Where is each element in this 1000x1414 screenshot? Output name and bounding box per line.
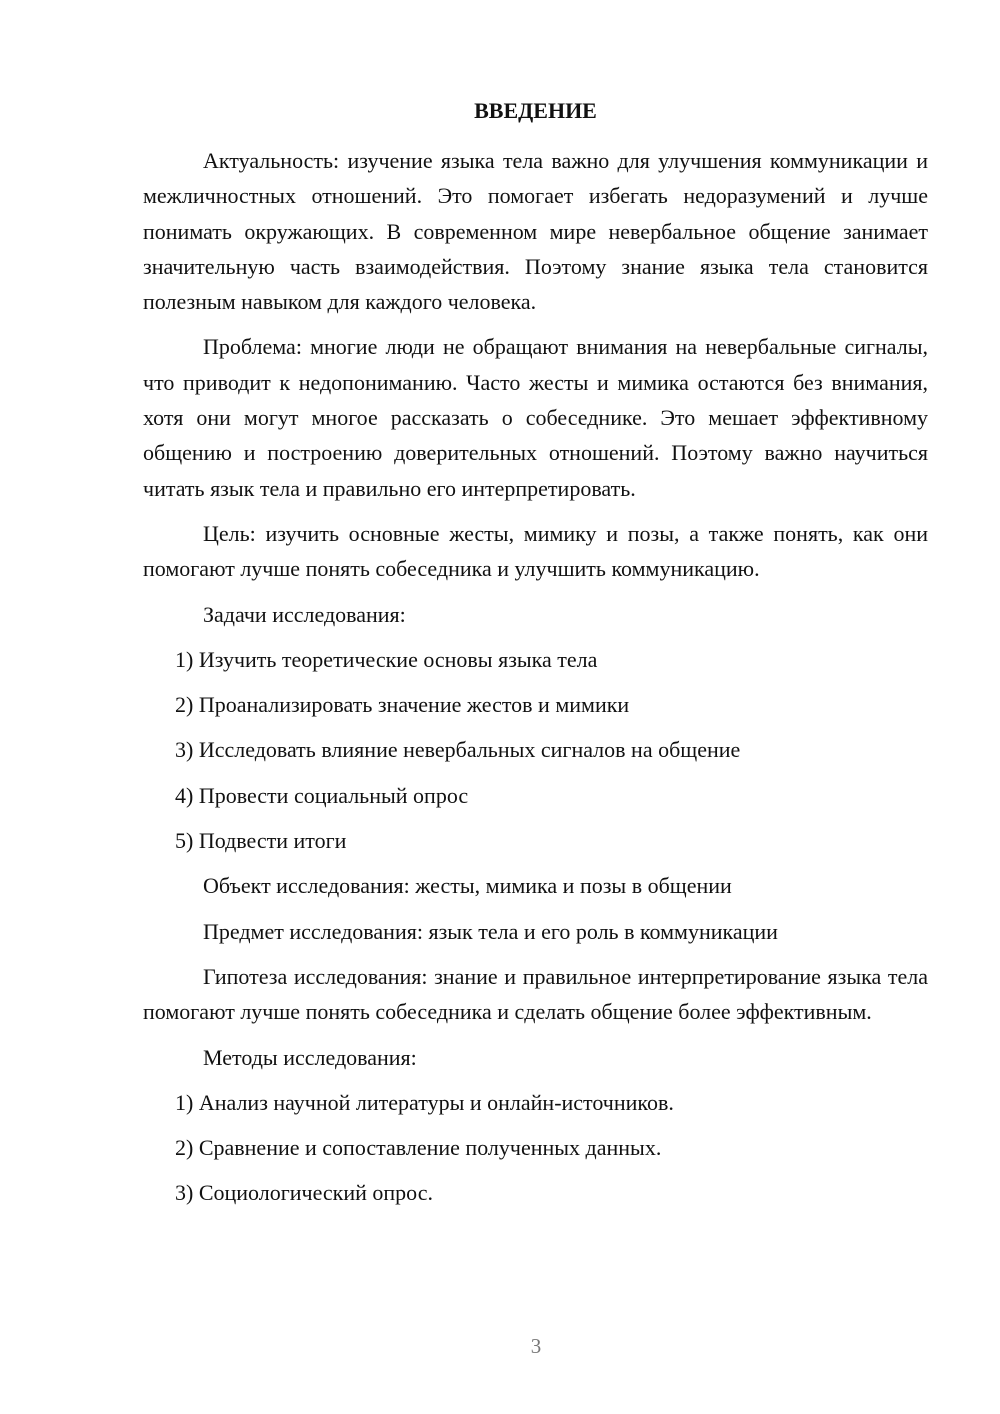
methods-heading: Методы исследования:	[203, 1044, 417, 1070]
object-paragraph: Объект исследования: жесты, мимика и позы в общении	[203, 873, 732, 899]
method-item: 1) Анализ научной литературы и онлайн-источников.	[175, 1089, 674, 1115]
method-item: 3) Социологический опрос.	[175, 1180, 433, 1206]
task-item: 3) Исследовать влияние невербальных сигналов на общение	[175, 737, 741, 763]
document-page	[143, 93, 928, 1221]
goal-paragraph: Цель: изучить основные жесты, мимику и позы, а также понять, как они помогают лучше понять собеседника и улучшить коммуникацию.	[143, 520, 928, 582]
section-title: ВВЕДЕНИЕ	[474, 98, 597, 123]
page-number: 3	[530, 1334, 542, 1358]
problem-paragraph: Проблема: многие люди не обращают внимания на невербальные сигналы, что приводит к недопониманию. Часто жесты и мимика остаются без внимания, хотя они могут многое рассказать о собеседнике. Это мешает эффективному общению и построению доверительных отношений. Поэтому важно научиться читать язык тела и правильно его интерпретировать.	[143, 334, 928, 501]
task-item: 1) Изучить теоретические основы языка тела	[175, 646, 598, 672]
subject-paragraph: Предмет исследования: язык тела и его роль в коммуникации	[203, 918, 778, 944]
task-item: 4) Провести социальный опрос	[175, 782, 469, 808]
method-item: 2) Сравнение и сопоставление полученных данных.	[175, 1135, 662, 1161]
relevance-paragraph: Актуальность: изучение языка тела важно для улучшения коммуникации и межличностных отношений. Это помогает избегать недоразумений и лучше понимать окружающих. В современном мире невербальное общение занимает значительную часть взаимодействия. Поэтому знание языка тела становится полезным навыком для каждого человека.	[143, 148, 928, 315]
task-item: 5) Подвести итоги	[175, 828, 347, 854]
tasks-heading: Задачи исследования:	[203, 601, 406, 627]
task-item: 2) Проанализировать значение жестов и мимики	[175, 692, 630, 718]
hypothesis-paragraph: Гипотеза исследования: знание и правильное интерпретирование языка тела помогают лучше понять собеседника и сделать общение более эффективным.	[143, 963, 928, 1025]
